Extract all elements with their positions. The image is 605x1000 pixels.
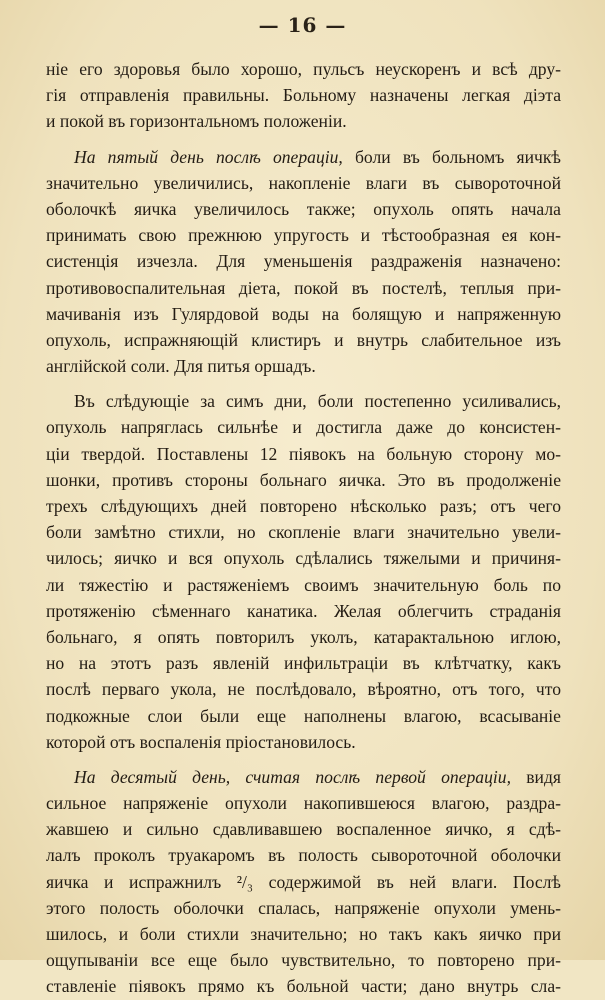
text-line	[46, 56, 561, 82]
paragraph	[46, 144, 561, 380]
line-text: ціи твердой. Поставлены 12 піявокъ на больную сторону мо-	[46, 443, 561, 464]
text-line	[46, 790, 561, 816]
paragraph	[46, 764, 561, 1000]
text-line	[46, 441, 561, 467]
line-text: чилось; яичко и вся опухоль сдѣлались тяжелыми и причиня-	[46, 548, 561, 569]
line-text: шилось, и боли стихли значительно; но такъ какъ яичко при	[46, 924, 561, 944]
line-text: яичка и испражнилъ ²/₃ содержимой въ ней влаги. Послѣ	[46, 871, 561, 892]
line-text: опухоль напряглась сильнѣе и достигла даже до консистен-	[46, 417, 561, 438]
text-line	[46, 108, 561, 134]
paragraph-gap	[46, 379, 561, 388]
paragraph	[46, 56, 561, 135]
line-text: шонки, противъ стороны больнаго яичка. Это въ продолженіе	[46, 469, 561, 490]
line-text: ощупываніи все еще было чувствительно, то повторено при-	[46, 950, 561, 971]
text-line	[46, 703, 561, 729]
line-text: противовоспалительная діета, покой въ постелѣ, теплыя при-	[46, 277, 561, 298]
line-text: боли замѣтно стихли, но скопленіе влаги значительно увели-	[46, 522, 561, 543]
page-number: — 16 —	[258, 13, 347, 37]
text-line	[46, 572, 561, 598]
text-line	[46, 816, 561, 842]
italic-phrase: На десятый день, считая послѣ первой операціи,	[74, 766, 511, 787]
text-line	[46, 624, 561, 650]
line-text: лалъ проколъ труакаромъ въ полость сывороточной оболочки	[46, 845, 561, 866]
text-line	[46, 676, 561, 702]
text-line	[46, 388, 561, 414]
text-line	[46, 353, 561, 379]
line-text: ли тяжестію и растяженіемъ своимъ значительную боль по	[46, 574, 561, 595]
paragraph-gap	[46, 755, 561, 764]
text-line	[46, 493, 561, 519]
text-line	[46, 519, 561, 545]
text-line	[46, 196, 561, 222]
line-text: больнаго, я опять повторилъ уколъ, катарактальною иглою,	[46, 626, 561, 647]
text-line	[46, 170, 561, 196]
text-line	[46, 275, 561, 301]
line-text: подкожные слои были еще наполнены влагою, всасываніе	[46, 705, 561, 726]
line-text: принимать свою прежнюю упругость и тѣстообразная ея кон-	[46, 225, 561, 246]
text-line	[46, 467, 561, 493]
text-line	[46, 869, 561, 895]
text-line	[46, 327, 561, 353]
line-text: но на этотъ разъ явленій инфильтраціи въ клѣтчатку, какъ	[46, 653, 561, 674]
italic-phrase: На пятый день послѣ операціи,	[74, 146, 343, 167]
line-text: мачиванія изъ Гулярдовой воды на болящую и напряженную	[46, 303, 561, 324]
line-text: опухоль, испражняющій клистиръ и внутрь слабительное изъ	[46, 329, 561, 350]
text-line	[46, 729, 561, 755]
line-text: сильное напряженіе опухоли накопившеюся влагою, раздра-	[46, 793, 561, 814]
text-line	[46, 973, 561, 999]
text-line	[46, 842, 561, 868]
text-line	[46, 921, 561, 947]
text-line	[46, 248, 561, 274]
text-line	[46, 414, 561, 440]
line-text: этого полость оболочки спалась, напряженіе опухоли умень-	[46, 897, 561, 918]
text-line	[46, 545, 561, 571]
line-text: протяженію сѣменнаго канатика. Желая облегчить страданія	[46, 600, 561, 621]
line-text: трехъ слѣдующихъ дней повторено нѣсколько разъ; отъ чего	[46, 496, 561, 516]
text-line	[46, 222, 561, 248]
line-text: которой отъ воспаленія пріостановилось.	[46, 731, 356, 752]
text-line	[46, 598, 561, 624]
text-line	[46, 895, 561, 921]
line-text: послѣ перваго укола, не послѣдовало, вѣроятно, отъ того, что	[46, 679, 561, 700]
line-text: значительно увеличились, накопленіе влаги въ сывороточной	[46, 172, 561, 193]
line-text: жавшею и сильно сдавливавшею воспаленное яичко, я сдѣ-	[46, 819, 561, 840]
line-text: англійской соли. Для питья оршадъ.	[46, 356, 316, 377]
line-text: видя	[510, 766, 561, 787]
paragraph	[46, 388, 561, 755]
text-line	[46, 144, 561, 170]
line-text: оболочкѣ яичка увеличилось также; опухоль опять начала	[46, 198, 561, 219]
text-line	[46, 947, 561, 973]
line-text: ніе его здоровья было хорошо, пульсъ неускоренъ и всѣ дру-	[46, 59, 561, 79]
line-text: и покой въ горизонтальномъ положеніи.	[46, 111, 347, 132]
text-line	[46, 764, 561, 790]
text-line	[46, 82, 561, 108]
line-text: ставленіе піявокъ прямо къ больной части; дано внутрь сла-	[46, 976, 561, 997]
text-line	[46, 301, 561, 327]
paragraph-gap	[46, 135, 561, 144]
line-text: систенція изчезла. Для уменьшенія раздраженія назначено:	[46, 251, 561, 272]
body-text	[46, 56, 561, 1000]
line-text: боли въ больномъ яичкѣ	[342, 146, 561, 167]
line-text: гія отправленія правильны. Больному назначены легкая діэта	[46, 85, 561, 106]
text-line	[46, 650, 561, 676]
line-text: Въ слѣдующіе за симъ дни, боли постепенно усиливались,	[74, 391, 561, 412]
